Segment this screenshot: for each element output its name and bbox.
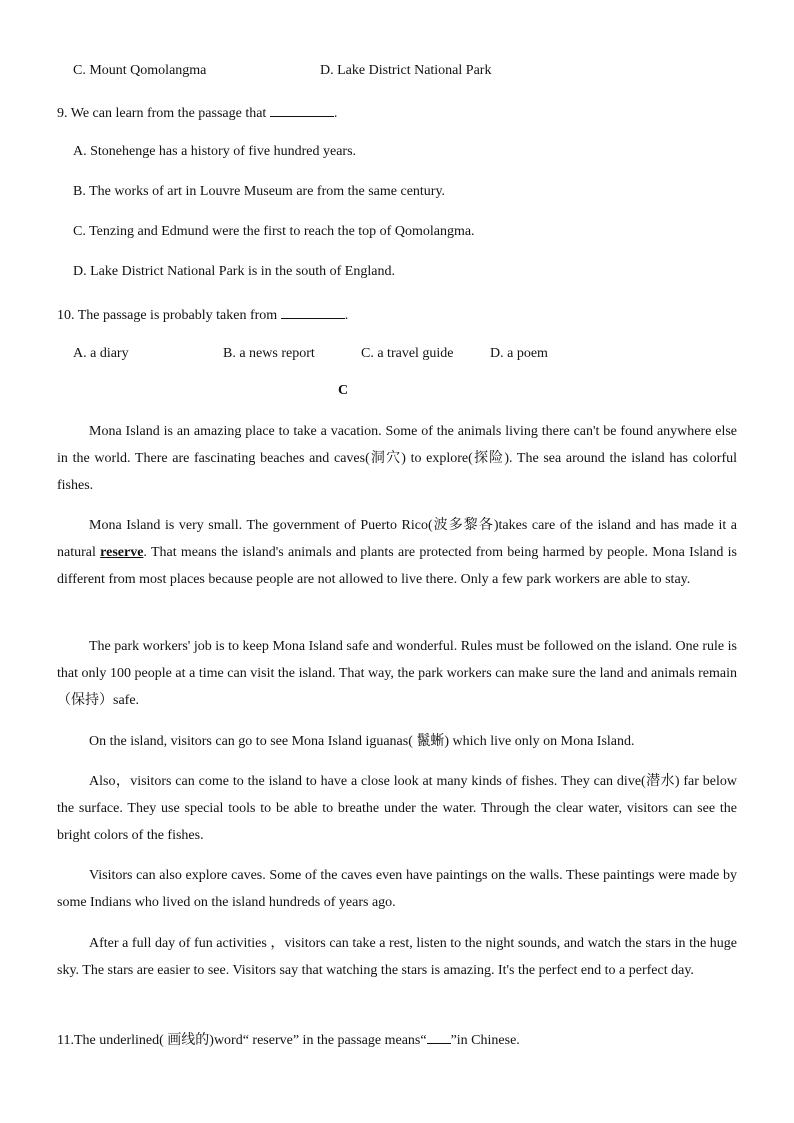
passage-p7-text: After a full day of fun activities ，visitors can take a rest, listen to the night sounds, and watch the stars in the huge sky. The stars are easier to see. Visitors say that watching the stars is amazing. It's the perfect end to a perfect day. (57, 936, 737, 978)
q10-answer-blank[interactable] (281, 304, 345, 319)
q9-stem-text: 9. We can learn from the passage that (57, 106, 267, 121)
q9-option-a: A. Stonehenge has a history of five hundred years. (73, 144, 357, 159)
q11-stem-before: 11.The underlined( 画线的)word“ reserve” in the passage means“ (57, 1033, 427, 1048)
passage-paragraph-5 (57, 768, 737, 849)
underlined-word-reserve: reserve (100, 545, 144, 560)
passage-paragraph-1 (57, 418, 737, 499)
passage-p5-text: Also，visitors can come to the island to have a close look at many kinds of fishes. They can dive(潜水) far below the surface. They use special tools to be able to breathe under the water. Through the clear water, visitors can see the bright colors of the fishes. (57, 774, 737, 843)
q9-option-c: C. Tenzing and Edmund were the first to reach the top of Qomolangma. (73, 224, 475, 239)
passage-paragraph-3 (57, 633, 737, 714)
q10-option-d: D. a poem (490, 346, 548, 361)
q11-stem-after: ”in Chinese. (450, 1033, 520, 1048)
passage-p2-after: . That means the island's animals and plants are protected from being harmed by people. Mona Island is different from most places because people are not allowed to live there. Only a few park workers are able to stay. (57, 545, 737, 587)
q9-answer-blank[interactable] (270, 102, 334, 117)
q8-option-d: D. Lake District National Park (320, 63, 492, 78)
q10-stem-text: 10. The passage is probably taken from (57, 308, 278, 323)
passage-p6-text: Visitors can also explore caves. Some of the caves even have paintings on the walls. These paintings were made by some Indians who lived on the island hundreds of years ago. (57, 868, 737, 910)
passage-p4-text: On the island, visitors can go to see Mona Island iguanas( 鬣蜥) which live only on Mona Island. (89, 734, 635, 749)
passage-p1-text: Mona Island is an amazing place to take a vacation. Some of the animals living there can't be found anywhere else in the world. There are fascinating beaches and caves(洞穴) to explore(探险). The sea around the island has colorful fishes. (57, 424, 737, 493)
q10-option-b: B. a news report (223, 346, 315, 361)
q10-stem: 10. The passage is probably taken from . (57, 304, 348, 325)
q8-option-c: C. Mount Qomolangma (73, 63, 207, 78)
passage-p3-text: The park workers' job is to keep Mona Island safe and wonderful. Rules must be followed on the island. One rule is that only 100 people at a time can visit the island. That way, the park workers can make sure the land and animals remain （保持）safe. (57, 639, 737, 708)
section-title: C (337, 383, 349, 398)
q11-stem (57, 1029, 520, 1050)
passage-paragraph-6 (57, 862, 737, 916)
passage-paragraph-7 (57, 930, 737, 984)
passage-paragraph-4 (57, 728, 737, 755)
q10-option-c: C. a travel guide (361, 346, 454, 361)
q10-option-a: A. a diary (73, 346, 129, 361)
q9-stem: 9. We can learn from the passage that . (57, 102, 337, 123)
q11-answer-blank[interactable] (427, 1029, 451, 1044)
q9-option-b: B. The works of art in Louvre Museum are from the same century. (73, 184, 446, 199)
passage-p2-before: Mona Island is very small. The government of Puerto Rico(波多黎各)takes care of the island and has made it a natural (57, 518, 737, 560)
passage-paragraph-2 (57, 512, 737, 593)
q9-option-d: D. Lake District National Park is in the south of England. (73, 264, 395, 279)
